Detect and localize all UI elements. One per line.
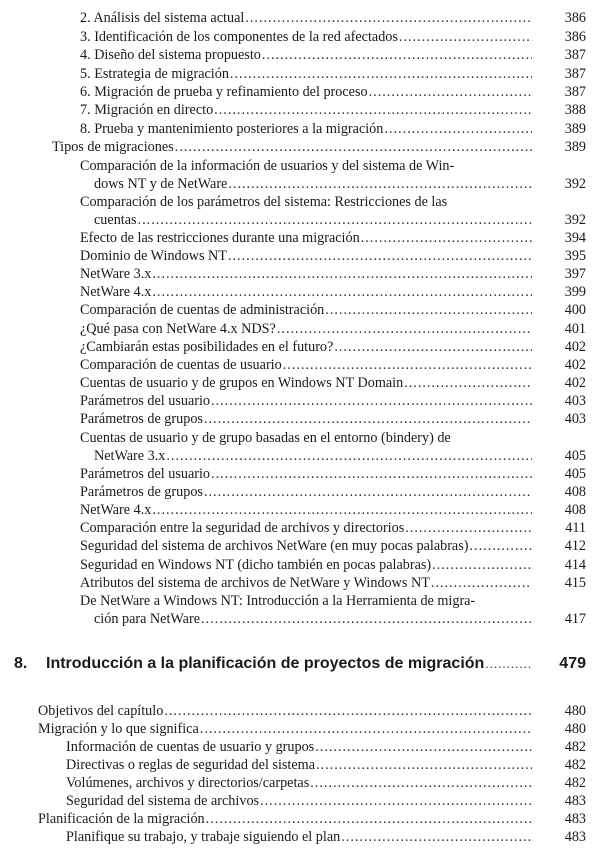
toc-entry-title: 8. Prueba y mantenimiento posteriores a la migración <box>80 121 384 137</box>
toc-entry-title: Información de cuentas de usuario y grupos <box>66 739 315 755</box>
toc-entry-title: NetWare 4.x <box>80 284 152 300</box>
toc-entry-page: 402 <box>564 375 586 391</box>
toc-entry-page: 480 <box>564 703 586 719</box>
toc-entry-title: Parámetros de grupos <box>80 411 203 427</box>
chapter-heading <box>0 652 600 678</box>
toc-entry-title-continued: dows NT y de NetWare <box>94 176 228 192</box>
toc-entry <box>0 592 600 628</box>
toc-entry-title: Comparación de los parámetros del sistema: Restricciones de las <box>80 194 448 210</box>
toc-entry-page: 395 <box>564 248 586 264</box>
toc-entry <box>0 101 600 119</box>
toc-entry-page: 399 <box>564 284 586 300</box>
toc-entry-page: 482 <box>564 757 586 773</box>
toc-entry-title: Dominio de Windows NT <box>80 248 227 264</box>
toc-entry-page: 389 <box>564 121 586 137</box>
toc-entry <box>0 519 600 537</box>
toc-entry <box>0 283 600 301</box>
toc-entry-title: Planifique su trabajo, y trabaje siguiendo el plan <box>66 829 341 845</box>
toc-entry-title: NetWare 4.x <box>80 502 152 518</box>
toc-entry <box>0 157 600 193</box>
toc-entry <box>0 810 600 828</box>
toc-entry <box>0 120 600 138</box>
toc-entry-page: 483 <box>564 829 586 845</box>
toc-entry-page: 401 <box>564 321 586 337</box>
toc-entry-page: 394 <box>564 230 586 246</box>
toc-entry-title: 5. Estrategia de migración <box>80 66 229 82</box>
toc-entry <box>0 756 600 774</box>
toc-entry-page: 408 <box>564 502 586 518</box>
toc-entry <box>0 537 600 555</box>
toc-entry <box>0 338 600 356</box>
toc-entry <box>0 65 600 83</box>
toc-entry-title: ¿Qué pasa con NetWare 4.x NDS? <box>80 321 276 337</box>
toc-entry-title-continued: NetWare 3.x <box>94 448 166 464</box>
toc-entry <box>0 9 600 27</box>
toc-entry-title-continued: ción para NetWare <box>94 611 200 627</box>
toc-entry-page: 405 <box>564 466 586 482</box>
toc-entry <box>0 392 600 410</box>
toc-entry-page: 392 <box>564 212 586 228</box>
toc-entry-page: 387 <box>564 66 586 82</box>
toc-entry-title: Comparación de la información de usuarios y del sistema de Win- <box>80 158 455 174</box>
toc-entry <box>0 574 600 592</box>
toc-entry-title: Volúmenes, archivos y directorios/carpetas <box>66 775 310 791</box>
toc-entry-page: 389 <box>564 139 586 155</box>
toc-entry-title: ¿Cambiarán estas posibilidades en el futuro? <box>80 339 334 355</box>
toc-entry <box>0 501 600 519</box>
toc-entry-page: 397 <box>564 266 586 282</box>
toc-entry <box>0 828 600 846</box>
toc-entry-page: 392 <box>564 176 586 192</box>
toc-entry-title: 7. Migración en directo <box>80 102 214 118</box>
toc-entry-page: 386 <box>564 10 586 26</box>
toc-entry-title: De NetWare a Windows NT: Introducción a la Herramienta de migra- <box>80 593 476 609</box>
chapter-page: 479 <box>559 655 586 672</box>
toc-entry <box>0 320 600 338</box>
toc-entry-page: 386 <box>564 29 586 45</box>
toc-entry <box>0 374 600 392</box>
toc-entry <box>0 265 600 283</box>
toc-entry-title: 4. Diseño del sistema propuesto <box>80 47 261 63</box>
toc-entry-title: Parámetros de grupos <box>80 484 203 500</box>
toc-entry <box>0 702 600 720</box>
toc-entry-title: 2. Análisis del sistema actual <box>80 10 245 26</box>
toc-entry-page: 403 <box>564 411 586 427</box>
toc-entry-title: Comparación entre la seguridad de archivos y directorios <box>80 520 405 536</box>
toc-entry-page: 400 <box>564 302 586 318</box>
toc-entry-page: 483 <box>564 811 586 827</box>
toc-entry-page: 405 <box>564 448 586 464</box>
toc-entry-title: Tipos de migraciones <box>52 139 174 155</box>
toc-entry-title: Objetivos del capítulo <box>38 703 164 719</box>
toc-entry-title: Directivas o reglas de seguridad del sistema <box>66 757 315 773</box>
toc-entry-page: 482 <box>564 739 586 755</box>
toc-entry-title: Planificación de la migración <box>38 811 205 827</box>
toc-entry-title: Comparación de cuentas de administración <box>80 302 325 318</box>
toc-entry-page: 480 <box>564 721 586 737</box>
toc-entry-title: NetWare 3.x <box>80 266 152 282</box>
toc-entry <box>0 46 600 64</box>
toc-entry <box>0 193 600 229</box>
toc-entry-title: Atributos del sistema de archivos de NetWare y Windows NT <box>80 575 430 591</box>
toc-entry-page: 387 <box>564 84 586 100</box>
toc-entry <box>0 83 600 101</box>
toc-entry-title: Cuentas de usuario y de grupo basadas en el entorno (bindery) de <box>80 430 451 446</box>
toc-entry-title: Seguridad del sistema de archivos <box>66 793 260 809</box>
toc-entry <box>0 774 600 792</box>
toc-entry <box>0 229 600 247</box>
toc-entry <box>0 483 600 501</box>
toc-entry-page: 483 <box>564 793 586 809</box>
toc-entry <box>0 720 600 738</box>
toc-entry <box>0 410 600 428</box>
toc-entry <box>0 356 600 374</box>
toc-entry-page: 482 <box>564 775 586 791</box>
toc-entry <box>0 138 600 156</box>
toc-entry-page: 415 <box>564 575 586 591</box>
toc-entry <box>0 738 600 756</box>
toc-entry <box>0 792 600 810</box>
toc-entry <box>0 556 600 574</box>
toc-entry-title: Cuentas de usuario y de grupos en Windows NT Domain <box>80 375 404 391</box>
toc-entry-page: 408 <box>564 484 586 500</box>
toc-entry-title: Migración y lo que significa <box>38 721 199 737</box>
toc-entry-title: Parámetros del usuario <box>80 466 211 482</box>
toc-entry <box>0 429 600 465</box>
toc-entry-page: 402 <box>564 357 586 373</box>
toc-entry <box>0 465 600 483</box>
toc-entry-title: Seguridad del sistema de archivos NetWare (en muy pocas palabras) <box>80 538 469 554</box>
toc-entry-page: 403 <box>564 393 586 409</box>
toc-entry-page: 412 <box>564 538 586 554</box>
toc-entry-page: 414 <box>564 557 586 573</box>
toc-entry-title: Parámetros del usuario <box>80 393 211 409</box>
toc-entry-page: 387 <box>564 47 586 63</box>
toc-entry-page: 417 <box>564 611 586 627</box>
toc-entry <box>0 28 600 46</box>
toc-entry-title: 3. Identificación de los componentes de la red afectados <box>80 29 398 45</box>
toc-entry-title: 6. Migración de prueba y refinamiento del proceso <box>80 84 368 100</box>
toc-entry-page: 388 <box>564 102 586 118</box>
toc-entry-title: Comparación de cuentas de usuario <box>80 357 282 373</box>
toc-entry-title-continued: cuentas <box>94 212 137 228</box>
toc-entry-title: Seguridad en Windows NT (dicho también en pocas palabras) <box>80 557 432 573</box>
toc-entry-page: 411 <box>565 520 586 536</box>
toc-entry <box>0 301 600 319</box>
toc-entry-page: 402 <box>564 339 586 355</box>
chapter-title: Introducción a la planificación de proyectos de migración <box>46 655 485 672</box>
toc-entry <box>0 247 600 265</box>
toc-entry-title: Efecto de las restricciones durante una migración <box>80 230 360 246</box>
chapter-number: 8. <box>14 655 28 672</box>
